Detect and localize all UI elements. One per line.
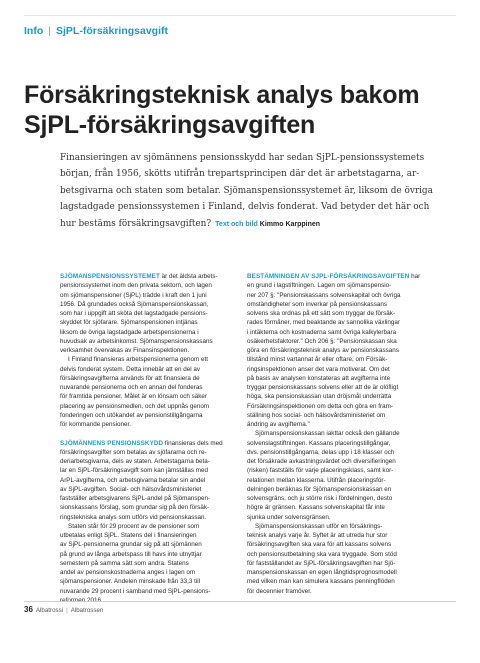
body-line [247, 272, 442, 281]
body-line: dvs. pensionstillgångarna, delas upp i 18 klasser och [247, 448, 395, 456]
body-line: på basis av analysen konstateras att avgifterna inte [247, 374, 391, 382]
magazine-name-sv: Albatrossen [70, 607, 104, 614]
body-line: ringstekniska analys som utförs vid pensionskassan. [60, 513, 207, 521]
body-line: verksamhet övervakas av Finansinspektionen. [60, 347, 190, 354]
body-line: ändring av avgifterna." [247, 421, 310, 428]
article-lead [60, 150, 440, 233]
body-line: tryggar pensionskassans solvens eller att de är olöfligt [247, 384, 399, 391]
body-line: tillstånd minst vartannat år eller oftare, om Försäk- [247, 356, 388, 364]
body-line: reformen 2016. [60, 596, 103, 604]
body-line: göra en försäkringsteknisk analys av pensionskassans [247, 347, 399, 354]
body-line: Staten står för 29 procent av de pensioner som [68, 522, 200, 530]
footer-separator: | [66, 607, 68, 614]
body-line: relationen mellan klasserna. Utifrån placeringsför- [247, 476, 386, 484]
body-line: omständigheter som inverkar på pensionskassans [247, 300, 388, 308]
lead-line: början, från 1956, skötts utifrån trepartsprincipen där det är arbetstagarna, ar- [60, 169, 420, 180]
body-line: solvens ska ordnas på ett sätt som tryggar de försäk- [247, 310, 396, 317]
lead-line: Finansieringen av sjömännens pensionsskydd har sedan SjPL-pensionssystemets [60, 153, 425, 163]
body-line: fastställer arbetsgivarens SjPL-andel på Sjömanspen- [60, 495, 211, 502]
footer-rule [24, 601, 456, 602]
body-line: semestern på samma sätt som andra. Statens [60, 559, 189, 567]
body-line: ställning hos social- och hälsovårdsministeriet om [247, 411, 386, 419]
body-line: Sjömanspensionskassan utför en försäkrings- [255, 522, 383, 530]
body-column-right [247, 272, 442, 596]
lead-line: betsgivarna och staten som betalar. Sjömanspensionssystemet är, liksom de övriga [60, 185, 433, 196]
body-line: sjunka under solvensgränsen. [247, 513, 331, 521]
run-in-heading: SJÖMANSPENSIONSSYSTEMET [60, 273, 160, 280]
paragraph-gap [60, 429, 255, 438]
title-line-1: Försäkringsteknisk analys bakom [24, 81, 420, 109]
body-line: placering av pensionsmedlen, och det uppnås genom [60, 402, 210, 410]
body-line [60, 439, 255, 448]
body-line: (risken) fastställs för varje placeringsklass, samt kor- [247, 467, 394, 475]
body-line: på grund av långa arbetspass till havs inte utnyttjar [60, 550, 202, 558]
magazine-name: Albatrossi [35, 607, 64, 614]
body-line: andel av pensionskostnaderna anges i lagen om [60, 569, 196, 576]
body-line: ringsinspektionen anser det vara motiverat. Om det [247, 365, 390, 373]
body-line: manspensionskassan en egen långtidsprognosmodell [247, 569, 397, 576]
top-rule [24, 15, 456, 16]
body-line: skyddet för sjöfarare. Sjömanspensionen intjänas [60, 319, 198, 327]
body-line: för framtida pensioner. Målet är en lönsam och säker [60, 393, 207, 401]
section-separator: | [48, 25, 51, 37]
run-in-heading: SJÖMÄNNENS PENSIONSSKYDD [60, 439, 164, 447]
body-line: för decennier framöver. [247, 587, 312, 595]
article-title [24, 80, 444, 140]
body-line: om sjömanspensioner (SjPL) trädde i kraft den 1 juni [60, 291, 207, 299]
body-line: fonderingen och utökandet av pensionstillgångarna [60, 411, 203, 419]
page-number: 36 [24, 605, 33, 614]
body-line: lar en SjPL-försäkringsavgift som kan jämställas med [60, 467, 209, 475]
body-line: huvudsak av arbetsinkomst. Sjömanspensionskassans [60, 337, 213, 345]
body-line: Sjömanspensionskassan iakttar också den gällande [255, 430, 400, 438]
body-line: av SjPL-avgiften. Social- och hälsovårdsministeriet [60, 485, 202, 493]
section-tag [24, 25, 168, 37]
body-line: försäkringsavgiften ska vara för att kassans solvens [247, 541, 392, 549]
body-line: försäkringsavgifterna används för att finansiera de [60, 374, 200, 382]
body-line: rades förmåner, med beaktande av sannolika växlingar [247, 319, 400, 327]
body-line: nuvarande pensionerna och en annan del fonderas [60, 384, 203, 391]
body-line: I Finland finansieras arbetspensionerna genom ett [68, 356, 209, 364]
body-line: osäkerhetsfaktorer." Och 206 §: "Pensionskassan ska [247, 337, 397, 345]
body-line: höga, ska pensionskassan utan dröjsmål underrätta [247, 393, 392, 401]
byline-name: Kimmo Karppinen [259, 220, 321, 228]
lead-line: hur bestäms försäkringsavgiften? [60, 218, 212, 229]
body-text: finansieras dels med [163, 439, 223, 447]
body-line: sionskassans förslag, som grundar sig på den försäk- [60, 504, 210, 512]
body-line: delvis fonderat system. Detta innebär att en del av [60, 365, 201, 373]
body-line [60, 272, 255, 281]
body-line: deriarbetsgivarna, dels av staten. Arbetstagarna beta- [60, 458, 210, 465]
body-column-left [60, 272, 255, 605]
body-line: ArPL-avgifterna, och arbetsgivarna betalar sin andel [60, 476, 206, 484]
body-line: av SjPL-pensionerna grundar sig på att sjömännen [60, 541, 202, 549]
body-line: en grund i lagstiftningen. Lagen om sjömanspensio- [247, 282, 392, 290]
byline [215, 221, 320, 228]
body-text: har [409, 273, 421, 280]
body-line: för kommande pensioner. [60, 421, 132, 428]
lead-line-with-byline [60, 216, 440, 233]
body-text: är det äldsta arbets- [159, 273, 218, 280]
body-line: med vilken man kan simulera kassans penningflöden [247, 578, 395, 586]
body-line: pensionssystemet inom den privata sektorn, och lagen [60, 282, 212, 290]
body-line: utbetalas enligt SjPL. Statens del i finansieringen [60, 532, 197, 539]
page-footer [24, 605, 103, 614]
body-line: Försäkringsinspektionen om detta och göra en fram- [247, 402, 393, 410]
body-line: som har i uppgift att sköta det lagstadgade pensions- [60, 310, 208, 317]
body-line: solvensgräns, och ju större risk i fördelningen, desto [247, 495, 393, 502]
body-line: det försäkrade avkastningsvärdet och diversifieringen [247, 458, 396, 465]
body-line: för fastställandet av SjPL-försäkringsavgiften har Sjö- [247, 559, 396, 567]
body-line: sjömanspensioner. Andelen minskade från 33,3 till [60, 578, 201, 586]
section-name: Info [24, 25, 44, 37]
body-line: högre är gränsen. Kassans solvenskapital får inte [247, 504, 385, 512]
body-line: 1956. Då grundades också Sjömanspensionskassan, [60, 300, 209, 308]
body-line: ner 207 §: "Pensionskassans solvenskapital och övriga [247, 291, 401, 299]
body-line: delningen beräknas för Sjömanspensionskassan en [247, 485, 392, 493]
body-line: liksom de övriga lagstadgade arbetspensionerna i [60, 328, 199, 336]
body-line: nuvarande 29 procent i samband med SjPL-pensions- [60, 587, 211, 595]
body-line: teknisk analys varje år. Syftet är att utreda hur stor [247, 532, 388, 539]
body-line: i intäkterna och kostnaderna samt övriga kalkylerbara [247, 328, 397, 336]
body-line: solvenslagstiftningen. Kassans placeringstillgångar, [247, 439, 391, 447]
subsection-name: SjPL-försäkringsavgift [55, 25, 169, 37]
body-line: försäkringsavgifter som betalas av sjöfararna och re- [60, 448, 207, 456]
run-in-heading: BESTÄMNINGEN AV SJPL-FÖRSÄKRINGSAVGIFTEN [247, 273, 410, 280]
body-line: och pensionsutbetalning ska vara tryggade. Som stöd [247, 550, 397, 558]
byline-label: Text och bild [215, 220, 258, 228]
title-line-2: SjPL-försäkringsavgiften [24, 111, 316, 139]
lead-line: lagstadgade pensionssystemen i Finland, delvis fonderat. Vad betyder det här och [60, 202, 430, 213]
